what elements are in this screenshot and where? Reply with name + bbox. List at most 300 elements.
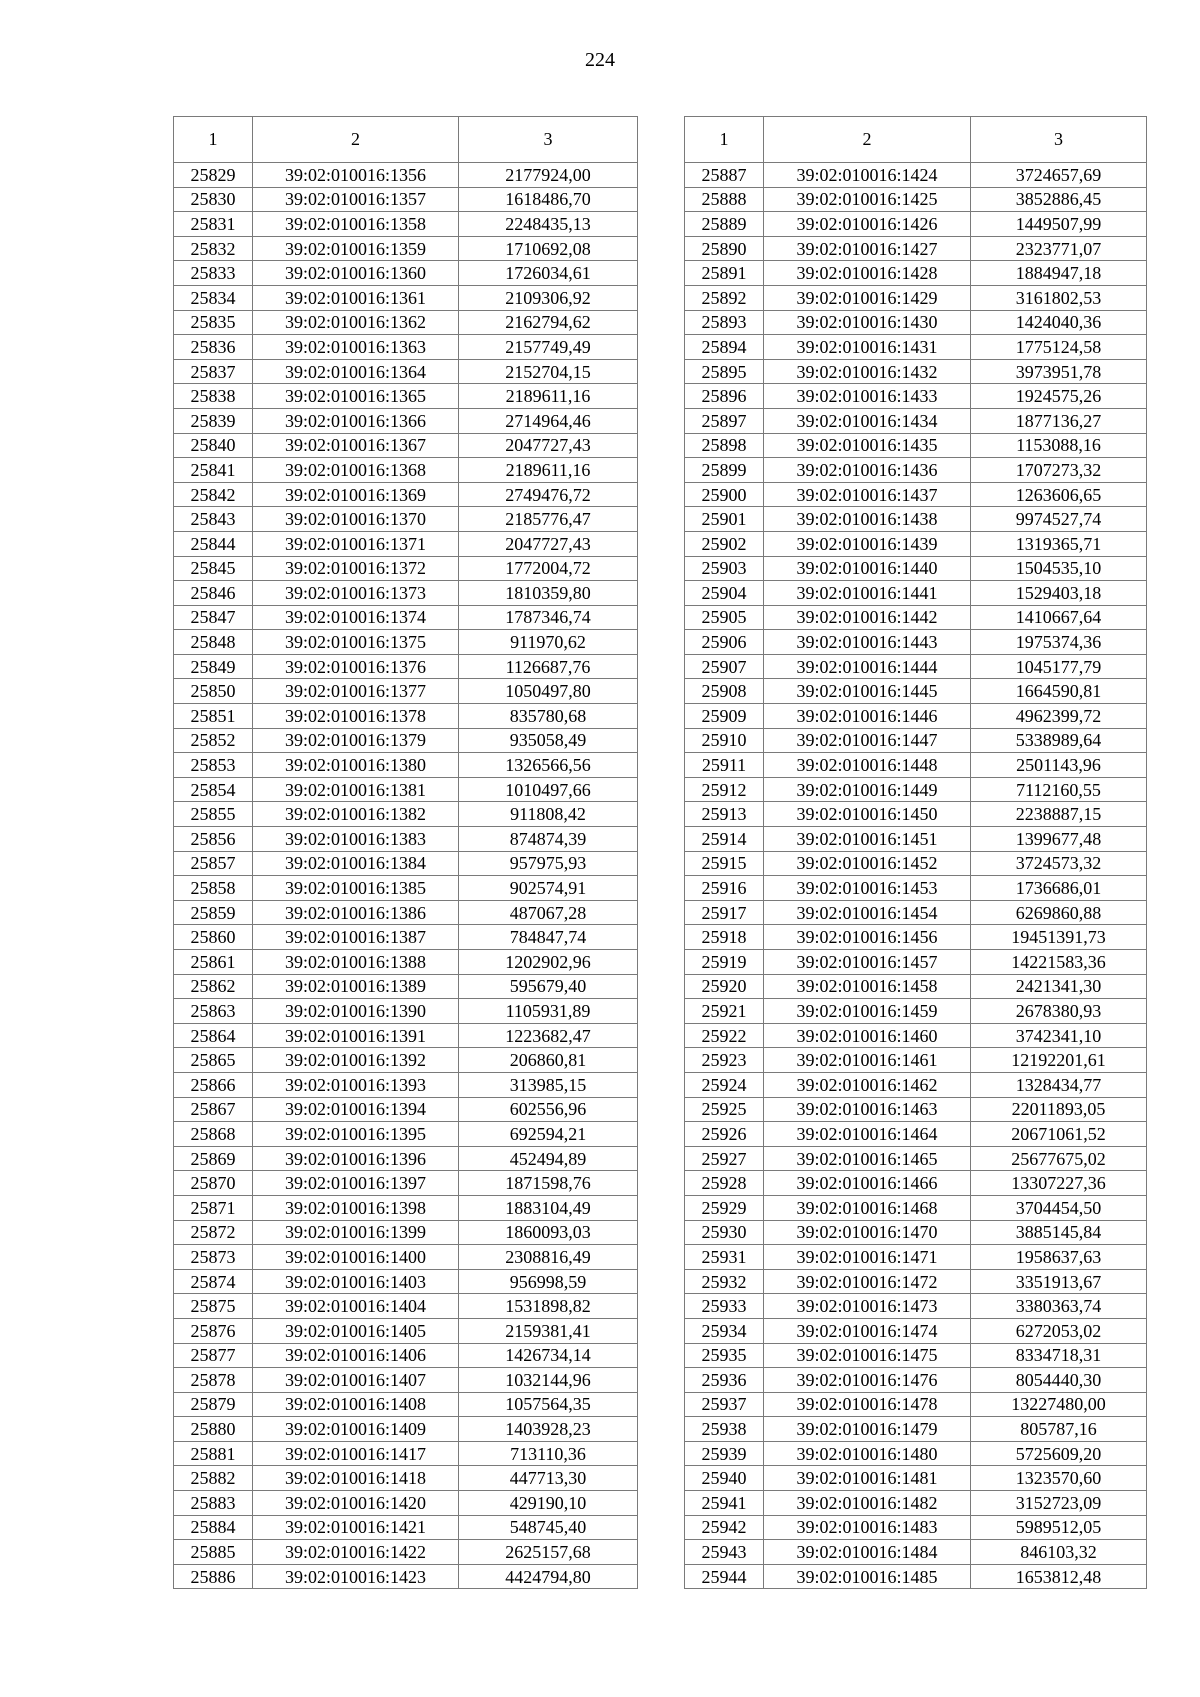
- row-number-cell: 25883: [174, 1491, 253, 1516]
- table-row: [685, 1245, 1147, 1270]
- row-number-cell: 25852: [174, 728, 253, 753]
- value-cell: 3852886,45: [971, 187, 1147, 212]
- value-cell: 8334718,31: [971, 1343, 1147, 1368]
- table-row: [685, 359, 1147, 384]
- table-row: [174, 1097, 638, 1122]
- cadastral-number-cell: 39:02:010016:1461: [764, 1048, 971, 1073]
- table-row: [174, 777, 638, 802]
- table-row: [685, 753, 1147, 778]
- cadastral-number-cell: 39:02:010016:1429: [764, 285, 971, 310]
- value-cell: 1883104,49: [459, 1195, 638, 1220]
- table-row: [685, 482, 1147, 507]
- table-row: [685, 163, 1147, 188]
- cadastral-number-cell: 39:02:010016:1464: [764, 1122, 971, 1147]
- cadastral-number-cell: 39:02:010016:1406: [253, 1343, 459, 1368]
- value-cell: 2177924,00: [459, 163, 638, 188]
- value-cell: 2501143,96: [971, 753, 1147, 778]
- row-number-cell: 25941: [685, 1491, 764, 1516]
- row-number-cell: 25891: [685, 261, 764, 286]
- row-number-cell: 25917: [685, 900, 764, 925]
- table-row: [174, 1466, 638, 1491]
- cadastral-number-cell: 39:02:010016:1460: [764, 1023, 971, 1048]
- value-cell: 447713,30: [459, 1466, 638, 1491]
- row-number-cell: 25838: [174, 384, 253, 409]
- cadastral-number-cell: 39:02:010016:1361: [253, 285, 459, 310]
- row-number-cell: 25937: [685, 1392, 764, 1417]
- cadastral-number-cell: 39:02:010016:1380: [253, 753, 459, 778]
- cadastral-number-cell: 39:02:010016:1463: [764, 1097, 971, 1122]
- value-cell: 805787,16: [971, 1417, 1147, 1442]
- value-cell: 1326566,56: [459, 753, 638, 778]
- value-cell: 1426734,14: [459, 1343, 638, 1368]
- row-number-cell: 25938: [685, 1417, 764, 1442]
- table-row: [685, 458, 1147, 483]
- table-row: [685, 1171, 1147, 1196]
- row-number-cell: 25934: [685, 1318, 764, 1343]
- row-number-cell: 25875: [174, 1294, 253, 1319]
- cadastral-number-cell: 39:02:010016:1448: [764, 753, 971, 778]
- cadastral-number-cell: 39:02:010016:1409: [253, 1417, 459, 1442]
- row-number-cell: 25829: [174, 163, 253, 188]
- cadastral-number-cell: 39:02:010016:1465: [764, 1146, 971, 1171]
- cadastral-number-cell: 39:02:010016:1399: [253, 1220, 459, 1245]
- value-cell: 1958637,63: [971, 1245, 1147, 1270]
- row-number-cell: 25898: [685, 433, 764, 458]
- row-number-cell: 25930: [685, 1220, 764, 1245]
- table-row: [685, 212, 1147, 237]
- table-row: [685, 556, 1147, 581]
- row-number-cell: 25929: [685, 1195, 764, 1220]
- table-row: [174, 1564, 638, 1589]
- value-cell: 14221583,36: [971, 950, 1147, 975]
- value-cell: 1787346,74: [459, 605, 638, 630]
- table-row: [174, 851, 638, 876]
- value-cell: 2152704,15: [459, 359, 638, 384]
- row-number-cell: 25888: [685, 187, 764, 212]
- table-row: [174, 1072, 638, 1097]
- cadastral-number-cell: 39:02:010016:1373: [253, 581, 459, 606]
- table-row: [685, 1195, 1147, 1220]
- table-row: [174, 630, 638, 655]
- table-row: [174, 925, 638, 950]
- row-number-cell: 25903: [685, 556, 764, 581]
- column-header: 3: [459, 117, 638, 163]
- cadastral-number-cell: 39:02:010016:1453: [764, 876, 971, 901]
- value-cell: 1010497,66: [459, 777, 638, 802]
- cadastral-number-cell: 39:02:010016:1425: [764, 187, 971, 212]
- cadastral-number-cell: 39:02:010016:1470: [764, 1220, 971, 1245]
- row-number-cell: 25925: [685, 1097, 764, 1122]
- table-row: [174, 1195, 638, 1220]
- value-cell: 1424040,36: [971, 310, 1147, 335]
- row-number-cell: 25918: [685, 925, 764, 950]
- table-row: [685, 1122, 1147, 1147]
- value-cell: 1924575,26: [971, 384, 1147, 409]
- cadastral-number-cell: 39:02:010016:1376: [253, 654, 459, 679]
- cadastral-number-cell: 39:02:010016:1436: [764, 458, 971, 483]
- table-row: [174, 212, 638, 237]
- row-number-cell: 25859: [174, 900, 253, 925]
- table-row: [685, 654, 1147, 679]
- row-number-cell: 25906: [685, 630, 764, 655]
- value-cell: 3742341,10: [971, 1023, 1147, 1048]
- row-number-cell: 25847: [174, 605, 253, 630]
- row-number-cell: 25860: [174, 925, 253, 950]
- cadastral-number-cell: 39:02:010016:1372: [253, 556, 459, 581]
- table-row: [685, 1441, 1147, 1466]
- cadastral-number-cell: 39:02:010016:1387: [253, 925, 459, 950]
- value-cell: 2189611,16: [459, 384, 638, 409]
- cadastral-number-cell: 39:02:010016:1437: [764, 482, 971, 507]
- value-cell: 9974527,74: [971, 507, 1147, 532]
- table-row: [685, 1466, 1147, 1491]
- cadastral-number-cell: 39:02:010016:1454: [764, 900, 971, 925]
- row-number-cell: 25842: [174, 482, 253, 507]
- cadastral-number-cell: 39:02:010016:1360: [253, 261, 459, 286]
- value-cell: 2189611,16: [459, 458, 638, 483]
- table-left: [173, 116, 638, 1589]
- cadastral-number-cell: 39:02:010016:1359: [253, 236, 459, 261]
- row-number-cell: 25897: [685, 408, 764, 433]
- table-row: [174, 876, 638, 901]
- value-cell: 3724573,32: [971, 851, 1147, 876]
- table-row: [174, 359, 638, 384]
- row-number-cell: 25844: [174, 531, 253, 556]
- cadastral-number-cell: 39:02:010016:1404: [253, 1294, 459, 1319]
- row-number-cell: 25835: [174, 310, 253, 335]
- cadastral-number-cell: 39:02:010016:1485: [764, 1564, 971, 1589]
- value-cell: 3724657,69: [971, 163, 1147, 188]
- value-cell: 1531898,82: [459, 1294, 638, 1319]
- value-cell: 2678380,93: [971, 999, 1147, 1024]
- table-row: [174, 605, 638, 630]
- value-cell: 1328434,77: [971, 1072, 1147, 1097]
- table-row: [174, 507, 638, 532]
- cadastral-number-cell: 39:02:010016:1446: [764, 704, 971, 729]
- table-row: [685, 261, 1147, 286]
- cadastral-number-cell: 39:02:010016:1457: [764, 950, 971, 975]
- table-row: [174, 1540, 638, 1565]
- value-cell: 935058,49: [459, 728, 638, 753]
- value-cell: 1323570,60: [971, 1466, 1147, 1491]
- row-number-cell: 25900: [685, 482, 764, 507]
- value-cell: 6269860,88: [971, 900, 1147, 925]
- row-number-cell: 25843: [174, 507, 253, 532]
- row-number-cell: 25916: [685, 876, 764, 901]
- row-number-cell: 25851: [174, 704, 253, 729]
- cadastral-number-cell: 39:02:010016:1382: [253, 802, 459, 827]
- value-cell: 5989512,05: [971, 1515, 1147, 1540]
- row-number-cell: 25942: [685, 1515, 764, 1540]
- value-cell: 5338989,64: [971, 728, 1147, 753]
- table-row: [685, 433, 1147, 458]
- cadastral-number-cell: 39:02:010016:1433: [764, 384, 971, 409]
- value-cell: 1860093,03: [459, 1220, 638, 1245]
- table-row: [174, 556, 638, 581]
- value-cell: 1772004,72: [459, 556, 638, 581]
- row-number-cell: 25872: [174, 1220, 253, 1245]
- table-row: [174, 261, 638, 286]
- cadastral-number-cell: 39:02:010016:1390: [253, 999, 459, 1024]
- table-row: [685, 974, 1147, 999]
- table-row: [174, 285, 638, 310]
- cadastral-number-cell: 39:02:010016:1407: [253, 1368, 459, 1393]
- cadastral-number-cell: 39:02:010016:1458: [764, 974, 971, 999]
- row-number-cell: 25939: [685, 1441, 764, 1466]
- value-cell: 22011893,05: [971, 1097, 1147, 1122]
- table-row: [174, 1023, 638, 1048]
- cadastral-number-cell: 39:02:010016:1442: [764, 605, 971, 630]
- row-number-cell: 25831: [174, 212, 253, 237]
- cadastral-number-cell: 39:02:010016:1356: [253, 163, 459, 188]
- value-cell: 12192201,61: [971, 1048, 1147, 1073]
- value-cell: 1449507,99: [971, 212, 1147, 237]
- cadastral-number-cell: 39:02:010016:1435: [764, 433, 971, 458]
- row-number-cell: 25927: [685, 1146, 764, 1171]
- value-cell: 4962399,72: [971, 704, 1147, 729]
- table-row: [685, 310, 1147, 335]
- value-cell: 1410667,64: [971, 605, 1147, 630]
- table-row: [685, 1220, 1147, 1245]
- cadastral-number-cell: 39:02:010016:1374: [253, 605, 459, 630]
- cadastral-number-cell: 39:02:010016:1468: [764, 1195, 971, 1220]
- value-cell: 595679,40: [459, 974, 638, 999]
- cadastral-number-cell: 39:02:010016:1395: [253, 1122, 459, 1147]
- cadastral-number-cell: 39:02:010016:1440: [764, 556, 971, 581]
- cadastral-number-cell: 39:02:010016:1369: [253, 482, 459, 507]
- value-cell: 3704454,50: [971, 1195, 1147, 1220]
- cadastral-number-cell: 39:02:010016:1450: [764, 802, 971, 827]
- value-cell: 2625157,68: [459, 1540, 638, 1565]
- row-number-cell: 25870: [174, 1171, 253, 1196]
- value-cell: 19451391,73: [971, 925, 1147, 950]
- cadastral-number-cell: 39:02:010016:1474: [764, 1318, 971, 1343]
- row-number-cell: 25882: [174, 1466, 253, 1491]
- table-row: [685, 1392, 1147, 1417]
- row-number-cell: 25907: [685, 654, 764, 679]
- row-number-cell: 25935: [685, 1343, 764, 1368]
- table-row: [685, 704, 1147, 729]
- cadastral-number-cell: 39:02:010016:1381: [253, 777, 459, 802]
- table-row: [174, 1245, 638, 1270]
- value-cell: 3973951,78: [971, 359, 1147, 384]
- cadastral-number-cell: 39:02:010016:1370: [253, 507, 459, 532]
- table-row: [685, 777, 1147, 802]
- row-number-cell: 25911: [685, 753, 764, 778]
- row-number-cell: 25922: [685, 1023, 764, 1048]
- table-row: [685, 1343, 1147, 1368]
- row-number-cell: 25834: [174, 285, 253, 310]
- cadastral-number-cell: 39:02:010016:1426: [764, 212, 971, 237]
- row-number-cell: 25885: [174, 1540, 253, 1565]
- table-right: [684, 116, 1147, 1589]
- value-cell: 1399677,48: [971, 827, 1147, 852]
- row-number-cell: 25869: [174, 1146, 253, 1171]
- cadastral-number-cell: 39:02:010016:1375: [253, 630, 459, 655]
- value-cell: 874874,39: [459, 827, 638, 852]
- cadastral-number-cell: 39:02:010016:1421: [253, 1515, 459, 1540]
- value-cell: 313985,15: [459, 1072, 638, 1097]
- cadastral-number-cell: 39:02:010016:1445: [764, 679, 971, 704]
- value-cell: 6272053,02: [971, 1318, 1147, 1343]
- cadastral-number-cell: 39:02:010016:1480: [764, 1441, 971, 1466]
- table-row: [685, 851, 1147, 876]
- row-number-cell: 25904: [685, 581, 764, 606]
- row-number-cell: 25874: [174, 1269, 253, 1294]
- value-cell: 4424794,80: [459, 1564, 638, 1589]
- cadastral-number-cell: 39:02:010016:1385: [253, 876, 459, 901]
- row-number-cell: 25912: [685, 777, 764, 802]
- row-number-cell: 25902: [685, 531, 764, 556]
- value-cell: 3161802,53: [971, 285, 1147, 310]
- value-cell: 2323771,07: [971, 236, 1147, 261]
- row-number-cell: 25910: [685, 728, 764, 753]
- row-number-cell: 25890: [685, 236, 764, 261]
- table-row: [174, 1515, 638, 1540]
- table-row: [174, 384, 638, 409]
- table-row: [174, 1368, 638, 1393]
- cadastral-number-cell: 39:02:010016:1398: [253, 1195, 459, 1220]
- table-row: [685, 630, 1147, 655]
- cadastral-number-cell: 39:02:010016:1378: [253, 704, 459, 729]
- row-number-cell: 25863: [174, 999, 253, 1024]
- cadastral-number-cell: 39:02:010016:1443: [764, 630, 971, 655]
- row-number-cell: 25894: [685, 335, 764, 360]
- value-cell: 2185776,47: [459, 507, 638, 532]
- cadastral-number-cell: 39:02:010016:1371: [253, 531, 459, 556]
- table-row: [685, 1417, 1147, 1442]
- table-header-row: [174, 117, 638, 163]
- value-cell: 1032144,96: [459, 1368, 638, 1393]
- row-number-cell: 25839: [174, 408, 253, 433]
- cadastral-number-cell: 39:02:010016:1389: [253, 974, 459, 999]
- table-row: [685, 1146, 1147, 1171]
- row-number-cell: 25899: [685, 458, 764, 483]
- table-row: [685, 335, 1147, 360]
- table-row: [174, 1491, 638, 1516]
- row-number-cell: 25837: [174, 359, 253, 384]
- value-cell: 2238887,15: [971, 802, 1147, 827]
- table-row: [174, 1220, 638, 1245]
- value-cell: 1263606,65: [971, 482, 1147, 507]
- value-cell: 487067,28: [459, 900, 638, 925]
- row-number-cell: 25862: [174, 974, 253, 999]
- cadastral-number-cell: 39:02:010016:1377: [253, 679, 459, 704]
- row-number-cell: 25850: [174, 679, 253, 704]
- row-number-cell: 25943: [685, 1540, 764, 1565]
- row-number-cell: 25841: [174, 458, 253, 483]
- value-cell: 2109306,92: [459, 285, 638, 310]
- cadastral-number-cell: 39:02:010016:1427: [764, 236, 971, 261]
- table-row: [685, 876, 1147, 901]
- row-number-cell: 25886: [174, 1564, 253, 1589]
- value-cell: 1775124,58: [971, 335, 1147, 360]
- value-cell: 2047727,43: [459, 433, 638, 458]
- row-number-cell: 25940: [685, 1466, 764, 1491]
- row-number-cell: 25877: [174, 1343, 253, 1368]
- table-row: [685, 408, 1147, 433]
- table-row: [685, 1318, 1147, 1343]
- value-cell: 602556,96: [459, 1097, 638, 1122]
- table-row: [174, 999, 638, 1024]
- table-row: [685, 384, 1147, 409]
- cadastral-number-cell: 39:02:010016:1452: [764, 851, 971, 876]
- table-row: [174, 1269, 638, 1294]
- row-number-cell: 25848: [174, 630, 253, 655]
- cadastral-number-cell: 39:02:010016:1408: [253, 1392, 459, 1417]
- column-header: 2: [253, 117, 459, 163]
- row-number-cell: 25840: [174, 433, 253, 458]
- table-row: [685, 1368, 1147, 1393]
- table-row: [685, 999, 1147, 1024]
- cadastral-number-cell: 39:02:010016:1430: [764, 310, 971, 335]
- cadastral-number-cell: 39:02:010016:1357: [253, 187, 459, 212]
- cadastral-number-cell: 39:02:010016:1368: [253, 458, 459, 483]
- row-number-cell: 25915: [685, 851, 764, 876]
- value-cell: 1126687,76: [459, 654, 638, 679]
- row-number-cell: 25896: [685, 384, 764, 409]
- table-row: [685, 1564, 1147, 1589]
- row-number-cell: 25868: [174, 1122, 253, 1147]
- table-row: [174, 163, 638, 188]
- row-number-cell: 25944: [685, 1564, 764, 1589]
- row-number-cell: 25893: [685, 310, 764, 335]
- value-cell: 784847,74: [459, 925, 638, 950]
- table-row: [174, 482, 638, 507]
- value-cell: 3152723,09: [971, 1491, 1147, 1516]
- value-cell: 1223682,47: [459, 1023, 638, 1048]
- table-row: [685, 802, 1147, 827]
- row-number-cell: 25913: [685, 802, 764, 827]
- row-number-cell: 25876: [174, 1318, 253, 1343]
- cadastral-number-cell: 39:02:010016:1482: [764, 1491, 971, 1516]
- table-row: [174, 1392, 638, 1417]
- cadastral-number-cell: 39:02:010016:1432: [764, 359, 971, 384]
- row-number-cell: 25833: [174, 261, 253, 286]
- table-row: [685, 827, 1147, 852]
- cadastral-number-cell: 39:02:010016:1383: [253, 827, 459, 852]
- cadastral-number-cell: 39:02:010016:1478: [764, 1392, 971, 1417]
- value-cell: 713110,36: [459, 1441, 638, 1466]
- value-cell: 3885145,84: [971, 1220, 1147, 1245]
- value-cell: 1057564,35: [459, 1392, 638, 1417]
- cadastral-number-cell: 39:02:010016:1362: [253, 310, 459, 335]
- table-row: [685, 1048, 1147, 1073]
- row-number-cell: 25871: [174, 1195, 253, 1220]
- row-number-cell: 25878: [174, 1368, 253, 1393]
- table-row: [685, 925, 1147, 950]
- table-row: [685, 679, 1147, 704]
- value-cell: 3351913,67: [971, 1269, 1147, 1294]
- table-row: [685, 581, 1147, 606]
- table-row: [685, 1294, 1147, 1319]
- row-number-cell: 25867: [174, 1097, 253, 1122]
- cadastral-number-cell: 39:02:010016:1479: [764, 1417, 971, 1442]
- value-cell: 1736686,01: [971, 876, 1147, 901]
- cadastral-number-cell: 39:02:010016:1364: [253, 359, 459, 384]
- table-row: [174, 1294, 638, 1319]
- cadastral-number-cell: 39:02:010016:1392: [253, 1048, 459, 1073]
- cadastral-number-cell: 39:02:010016:1391: [253, 1023, 459, 1048]
- row-number-cell: 25928: [685, 1171, 764, 1196]
- table-row: [685, 1023, 1147, 1048]
- cadastral-number-cell: 39:02:010016:1405: [253, 1318, 459, 1343]
- row-number-cell: 25892: [685, 285, 764, 310]
- cadastral-number-cell: 39:02:010016:1423: [253, 1564, 459, 1589]
- table-row: [174, 310, 638, 335]
- table-row: [174, 236, 638, 261]
- row-number-cell: 25853: [174, 753, 253, 778]
